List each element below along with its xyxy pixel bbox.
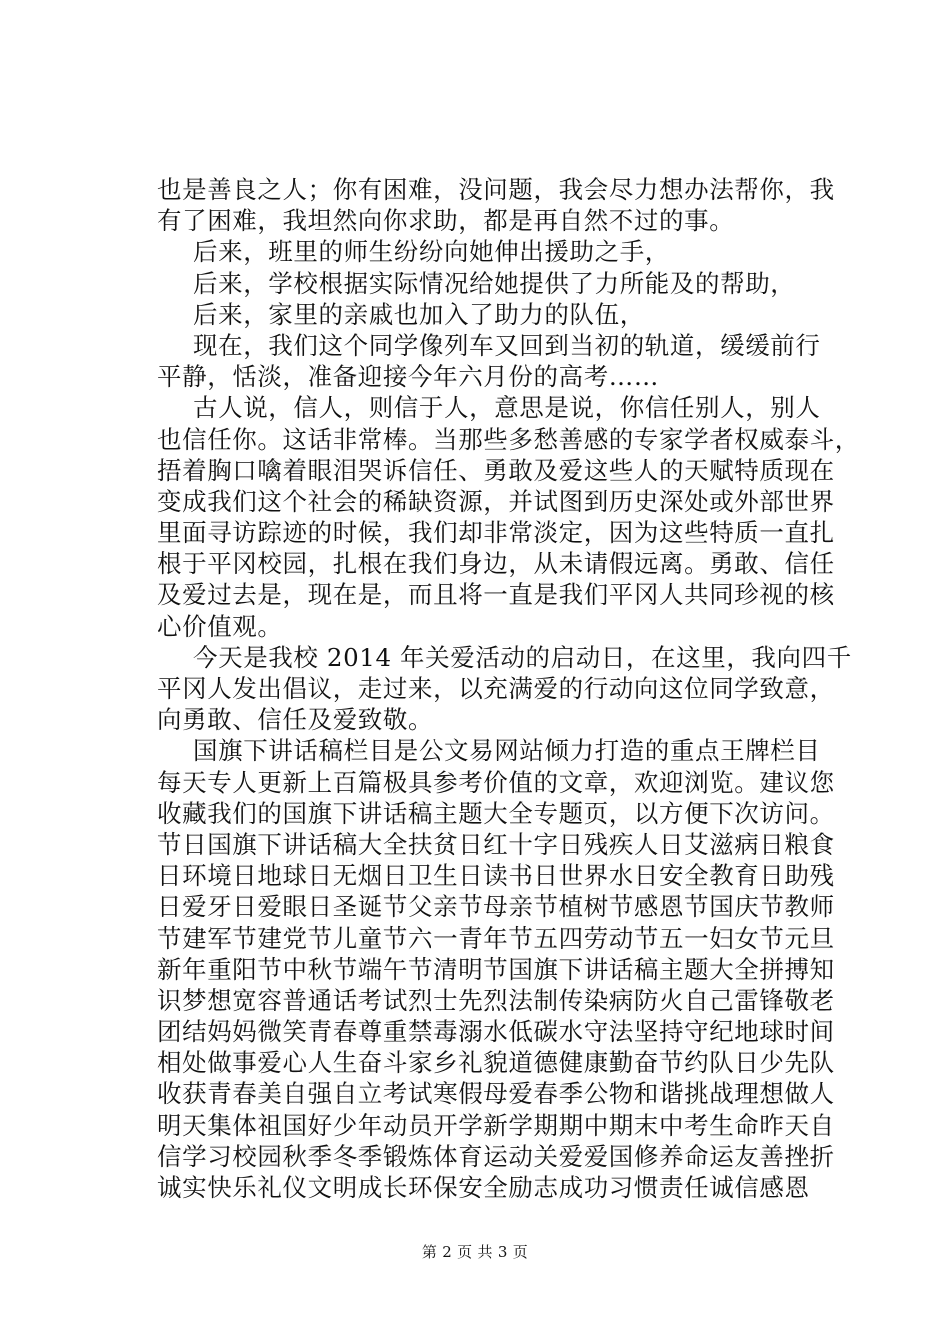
text-line: 后来，家里的亲戚也加入了助力的队伍，	[193, 299, 645, 329]
text-line: 国旗下讲话稿栏目是公文易网站倾力打造的重点王牌栏目	[193, 736, 821, 766]
text-line: 诚实快乐礼仪文明成长环保安全励志成功习惯责任诚信感恩	[157, 1173, 810, 1202]
text-line: 节建军节建党节儿童节六一青年节五四劳动节五一妇女节元旦	[157, 923, 835, 953]
text-line: 识梦想宽容普通话考试烈士先烈法制传染病防火自己雷锋敬老	[157, 985, 835, 1015]
text-line: 收藏我们的国旗下讲话稿主题大全专题页，以方便下次访问。	[157, 798, 835, 828]
text-line: 捂着胸口噙着眼泪哭诉信任、勇敢及爱这些人的天赋特质现在	[157, 455, 835, 485]
text-line: 现在，我们这个同学像列车又回到当初的轨道，缓缓前行	[193, 330, 821, 360]
text-line: 有了困难，我坦然向你求助，都是再自然不过的事。	[157, 206, 735, 236]
text-line: 节日国旗下讲话稿大全扶贫日红十字日残疾人日艾滋病日粮食	[157, 829, 835, 859]
text-line: 里面寻访踪迹的时候，我们却非常淡定，因为这些特质一直扎	[157, 518, 835, 548]
text-line: 也是善良之人；你有困难，没问题，我会尽力想办法帮你，我	[157, 175, 835, 204]
text-line: 每天专人更新上百篇极具参考价值的文章，欢迎浏览。建议您	[157, 767, 835, 797]
text-line: 后来，学校根据实际情况给她提供了力所能及的帮助，	[193, 268, 796, 298]
text-line: 团结妈妈微笑青春尊重禁毒溺水低碳水守法坚持守纪地球时间	[157, 1017, 835, 1047]
text-line: 日环境日地球日无烟日卫生日读书日世界水日安全教育日助残	[157, 861, 835, 891]
text-line: 相处做事爱心人生奋斗家乡礼貌道德健康勤奋节约队日少先队	[157, 1048, 835, 1078]
text-line: 明天集体祖国好少年动员开学新学期期中期末中考生命昨天自	[157, 1110, 835, 1140]
text-line: 平冈人发出倡议，走过来，以充满爱的行动向这位同学致意，	[157, 674, 835, 703]
page-footer: 第 2 页 共 3 页	[421, 1243, 529, 1261]
text-line: 及爱过去是，现在是，而且将一直是我们平冈人共同珍视的核	[157, 580, 835, 610]
text-line: 平静，恬淡，准备迎接今年六月份的高考……	[157, 362, 659, 392]
text-line: 变成我们这个社会的稀缺资源，并试图到历史深处或外部世界	[157, 486, 835, 516]
text-line: 心价值观。	[157, 611, 283, 641]
text-line: 向勇敢、信任及爱致敬。	[157, 705, 434, 735]
text-line: 后来，班里的师生纷纷向她伸出援助之手，	[193, 237, 670, 267]
text-line: 日爱牙日爱眼日圣诞节父亲节母亲节植树节感恩节国庆节教师	[157, 892, 835, 922]
document-body	[157, 174, 860, 1203]
text-line: 信学习校园秋季冬季锻炼体育运动关爱爱国修养命运友善挫折	[157, 1141, 835, 1171]
text-line: 新年重阳节中秋节端午节清明节国旗下讲话稿主题大全拼搏知	[157, 954, 835, 984]
text-line: 古人说，信人，则信于人，意思是说，你信任别人，别人	[193, 393, 821, 423]
text-line: 也信任你。这话非常棒。当那些多愁善感的专家学者权威泰斗，	[157, 424, 860, 454]
text-line: 根于平冈校园，扎根在我们身边，从未请假远离。勇敢、信任	[157, 549, 835, 579]
text-line: 收获青春美自强自立考试寒假母爱春季公物和谐挑战理想做人	[157, 1079, 835, 1109]
text-line: 今天是我校 2014 年关爱活动的启动日，在这里，我向四千	[193, 642, 852, 672]
